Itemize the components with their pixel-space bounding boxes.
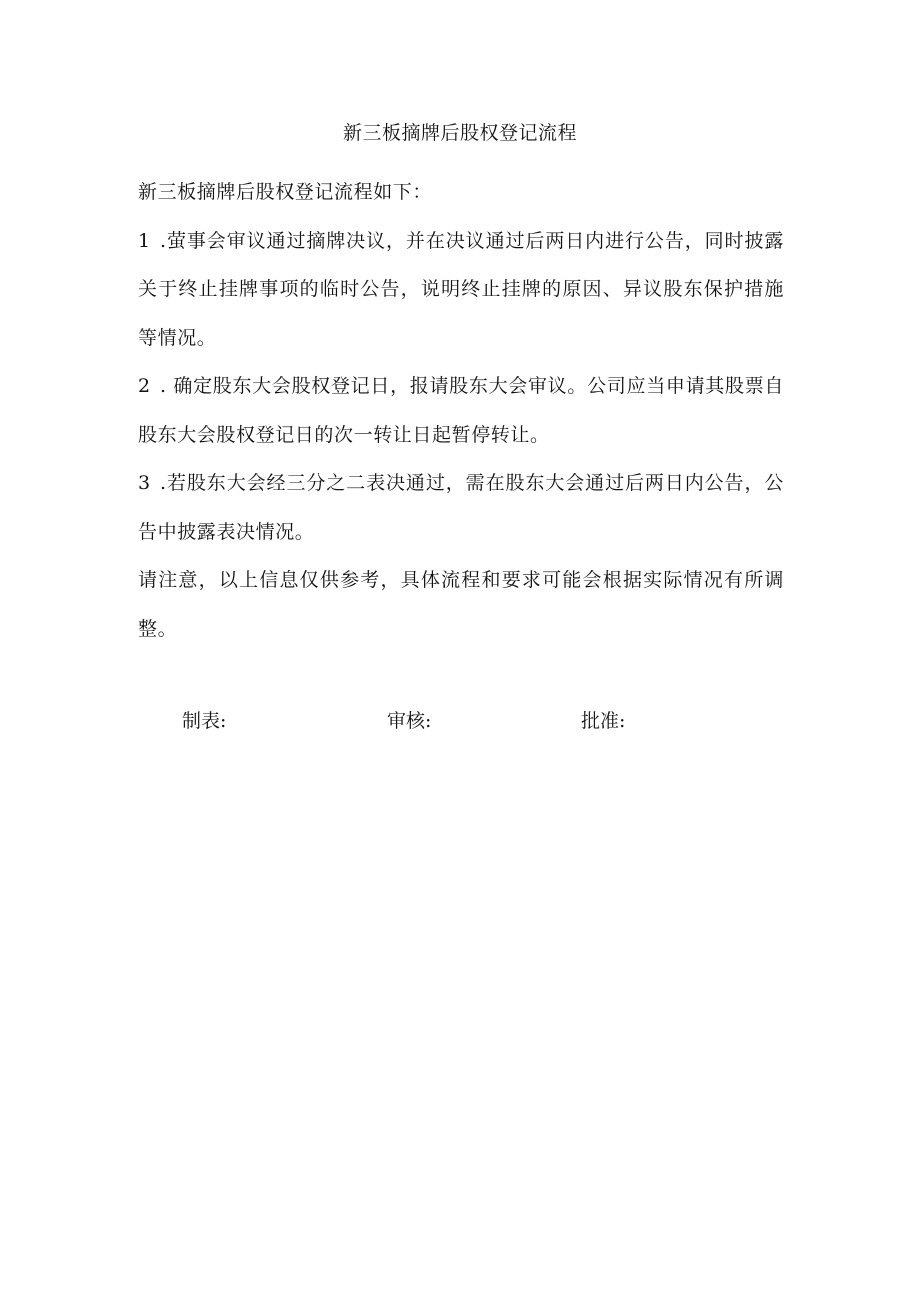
document-body	[138, 168, 784, 653]
document-title: 新三板摘牌后股权登记流程	[342, 122, 577, 144]
step-2-paragraph	[138, 362, 784, 459]
intro-paragraph: 新三板摘牌后股权登记流程如下：	[138, 181, 433, 203]
approved-by-label: 批准:	[581, 710, 626, 732]
step-3-text: .若股东大会经三分之二表决通过，需在股东大会通过后两日内公告，公告中披露表决情况。	[138, 472, 784, 543]
signature-row	[0, 700, 920, 740]
reviewed-by-label: 审核:	[387, 710, 432, 732]
step-3-number: 3	[138, 472, 151, 494]
step-1-paragraph	[138, 217, 784, 363]
note-paragraph: 请注意，以上信息仅供参考，具体流程和要求可能会根据实际情况有所调整。	[138, 569, 784, 640]
step-1-text: .萤事会审议通过摘牌决议，并在决议通过后两日内进行公告，同时披露关于终止挂牌事项的临时公告，说明终止挂牌的原因、异议股东保护措施等情况。	[138, 229, 784, 349]
step-1-number: 1	[138, 229, 151, 252]
step-2-number: 2	[138, 375, 151, 397]
step-3-paragraph	[138, 459, 784, 556]
step-2-text: . 确定股东大会股权登记日，报请股东大会审议。公司应当申请其股票自股东大会股权登记日的次一转让日起暂停转让。	[138, 375, 784, 446]
prepared-by-label: 制表:	[182, 710, 227, 732]
